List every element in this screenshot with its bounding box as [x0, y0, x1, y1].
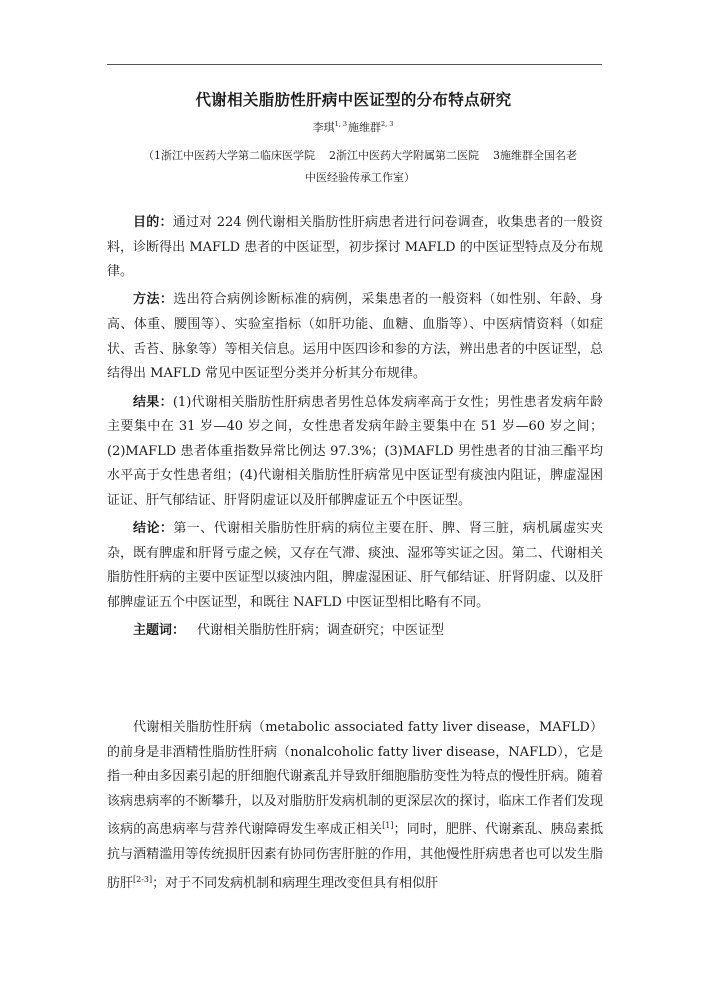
abstract [107, 211, 603, 644]
affiliation-line: （1浙江中医药大学第二临床医学院 2浙江中医药大学附属第二医院 3施维群全国名老 [143, 149, 577, 162]
citation-ref: [1] [382, 821, 394, 831]
keywords [107, 619, 603, 644]
author-name: 施维群 [348, 121, 381, 134]
objective-text: 通过对 224 例代谢相关脂肪性肝病患者进行问卷调查，收集患者的一般资料，诊断得出 MAFLD 患者的中医证型，初步探讨 MAFLD 的中医证型特点及分布规律。 [107, 215, 603, 280]
author-affiliation-mark: 1, 3 [334, 120, 347, 128]
method-label: 方法： [133, 292, 174, 308]
paper-title: 代谢相关脂肪性肝病中医证型的分布特点研究 [195, 91, 512, 109]
intro-text: ；对于不同发病机制和病理生理改变但具有相似肝 [152, 875, 439, 891]
affiliations [100, 145, 620, 189]
keywords-label: 主题词： [133, 623, 186, 639]
objective-label: 目的： [133, 215, 173, 230]
affiliation-line: 中医经验传承工作室） [305, 171, 415, 184]
intro-text: ；同时，肥胖、代谢紊乱、胰岛素抵抗与酒精滥用等传统损肝因素有协同伤害肝脏的作用，其他慢性肝病患者也可以发生脂肪肝 [107, 822, 603, 891]
result-text: (1)代谢相关脂肪性肝病患者男性总体发病率高于女性；男性患者发病年龄主要集中在 31 岁—40 岁之间，女性患者发病年龄主要集中在 51 岁—60 岁之间；(2)MAFLD 患者体重指数异常比例达 97.3%；(3)MAFLD 男性患者的甘油三酯平均水平高于女性患者组；(4)代谢相关脂肪性肝病常见中医证型有痰浊内阻证，脾虚湿困证证、肝气郁结证、肝肾阴虚证以及肝郁脾虚证五个中医证型。 [107, 394, 603, 508]
abstract-objective [107, 211, 603, 285]
author-affiliation-mark: 2, 3 [381, 120, 394, 128]
method-text: 选出符合病例诊断标准的病例，采集患者的一般资料（如性别、年龄、身高、体重、腰围等）、实验室指标（如肝功能、血糖、血脂等）、中医病情资料（如症状、舌苔、脉象等）等相关信息。运用中医四诊和参的方法，辨出患者的中医证型，总结得出 MAFLD 常见中医证型分类并分析其分布规律。 [107, 292, 603, 382]
conclusion-label: 结论： [133, 521, 174, 537]
author-line [0, 119, 707, 135]
abstract-result [107, 391, 603, 514]
abstract-conclusion [107, 517, 603, 615]
introduction [107, 716, 603, 900]
citation-ref: [2-3] [133, 874, 153, 884]
abstract-method [107, 288, 603, 386]
intro-text: 代谢相关脂肪性肝病（metabolic associated fatty liver disease，MAFLD）的前身是非酒精性脂肪性肝病（nonalcoholic fatty liver disease，NAFLD），它是指一种由多因素引起的肝细胞代谢紊乱并导致肝细胞脂肪变性为特点的慢性肝病。随着该病患病率的不断攀升，以及对脂肪肝发病机制的更深层次的探讨，临床工作者们发现该病的高患病率与营养代谢障碍发生率成正相关 [107, 720, 603, 838]
intro-paragraph [107, 716, 603, 896]
author-name: 李琪 [312, 121, 335, 134]
header-rule [107, 64, 602, 65]
keywords-text: 代谢相关脂肪性肝病；调查研究；中医证型 [197, 623, 445, 639]
result-label: 结果： [133, 394, 173, 410]
conclusion-text: 第一、代谢相关脂肪性肝病的病位主要在肝、脾、肾三脏，病机属虚实夹杂，既有脾虚和肝肾亏虚之候，又存在气滞、痰浊、湿邪等实证之因。第二、代谢相关脂肪性肝病的主要中医证型以痰浊内阻，脾虚湿困证、肝气郁结证、肝肾阴虚、以及肝郁脾虚证五个中医证型，和既往 NAFLD 中医证型相比略有不同。 [107, 521, 603, 610]
